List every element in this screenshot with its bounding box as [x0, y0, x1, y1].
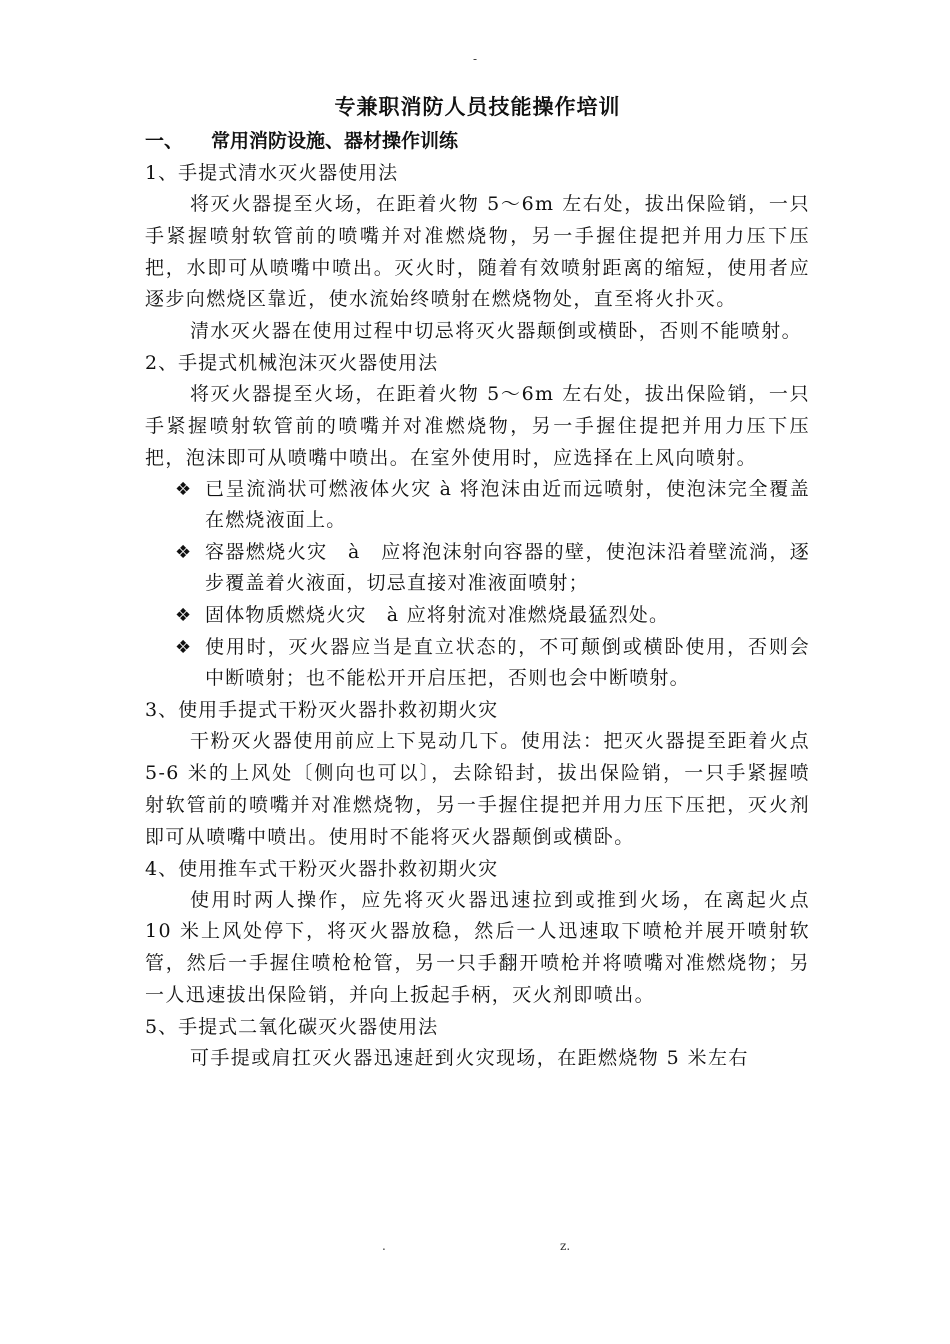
footer-mark-right: z.	[560, 1239, 571, 1253]
heading-cart-powder-extinguisher: 4、使用推车式干粉灭火器扑救初期火灾	[145, 857, 499, 880]
section-heading	[145, 124, 810, 158]
list-item-text: 使用时，灭火器应当是直立状态的，不可颠倒或横卧使用，否则会中断喷射；也不能松开开启压把，否则也会中断喷射。	[205, 636, 810, 690]
footer-mark-left: .	[382, 1239, 386, 1253]
bullet-diamond-icon: ❖	[175, 637, 193, 659]
list-item	[145, 632, 810, 694]
bullet-diamond-icon: ❖	[175, 605, 193, 627]
heading-foam-extinguisher: 2、手提式机械泡沫灭火器使用法	[145, 351, 439, 374]
header-mark: -	[472, 52, 478, 66]
paragraph-water-caution: 清水灭火器在使用过程中切忌将灭火器颠倒或横卧，否则不能喷射。	[190, 320, 803, 343]
heading-powder-extinguisher: 3、使用手提式干粉灭火器扑救初期火灾	[145, 699, 499, 722]
bullet-diamond-icon: ❖	[175, 542, 193, 564]
foam-tips-list	[145, 474, 810, 694]
section-title: 常用消防设施、器材操作训练	[211, 130, 459, 152]
list-item-text: 容器燃烧火灾 à 应将泡沫射向容器的壁，使泡沫沿着壁流淌，逐步覆盖着火液面，切忌直接对准液面喷射；	[205, 541, 810, 595]
list-item	[145, 537, 810, 599]
paragraph-cart-usage: 使用时两人操作，应先将灭火器迅速拉到或推到火场，在离起火点 10 米上风处停下，将灭火器放稳，然后一人迅速取下喷枪并展开喷射软管，然后一手握住喷枪枪管，另一只手翻开喷枪并将喷嘴对准燃烧物；另一人迅速拔出保险销，并向上扳起手柄，灭火剂即喷出。	[145, 888, 810, 1006]
document-title: 专兼职消防人员技能操作培训	[334, 94, 621, 119]
paragraph-co2-usage: 可手提或肩扛灭火器迅速赶到火灾现场，在距燃烧物 5 米左右	[190, 1046, 749, 1069]
document-body	[145, 90, 810, 1075]
paragraph-powder-usage: 干粉灭火器使用前应上下晃动几下。使用法：把灭火器提至距着火点 5-6 米的上风处〔侧向也可以〕，去除铅封，拔出保险销，一只手紧握喷射软管前的喷嘴并对准燃烧物，另一手握住提把并用力压下压把，灭火剂即可从喷嘴中喷出。使用时不能将灭火器颠倒或横卧。	[145, 730, 810, 848]
paragraph-water-usage: 将灭火器提至火场，在距着火物 5～6m 左右处，拔出保险销，一只手紧握喷射软管前的喷嘴并对准燃烧物，另一手握住提把并用力压下压把，水即可从喷嘴中喷出。灭火时，随着有效喷射距离的缩短，使用者应逐步向燃烧区靠近，使水流始终喷射在燃烧物处，直至将火扑灭。	[145, 193, 810, 311]
list-item-text: 固体物质燃烧火灾 à 应将射流对准燃烧最猛烈处。	[205, 604, 670, 627]
heading-co2-extinguisher: 5、手提式二氧化碳灭火器使用法	[145, 1015, 439, 1038]
list-item-text: 已呈流淌状可燃液体火灾 à 将泡沫由近而远喷射，使泡沫完全覆盖在燃烧液面上。	[205, 478, 810, 532]
heading-water-extinguisher: 1、手提式清水灭火器使用法	[145, 162, 399, 184]
bullet-diamond-icon: ❖	[175, 479, 193, 501]
list-item	[145, 600, 810, 631]
section-number: 一、	[145, 130, 184, 152]
list-item	[145, 474, 810, 536]
paragraph-foam-usage: 将灭火器提至火场，在距着火物 5～6m 左右处，拔出保险销，一只手紧握喷射软管前的喷嘴并对准燃烧物，另一手握住提把并用力压下压把，泡沫即可从喷嘴中喷出。在室外使用时，应选择在上风向喷射。	[145, 382, 810, 469]
